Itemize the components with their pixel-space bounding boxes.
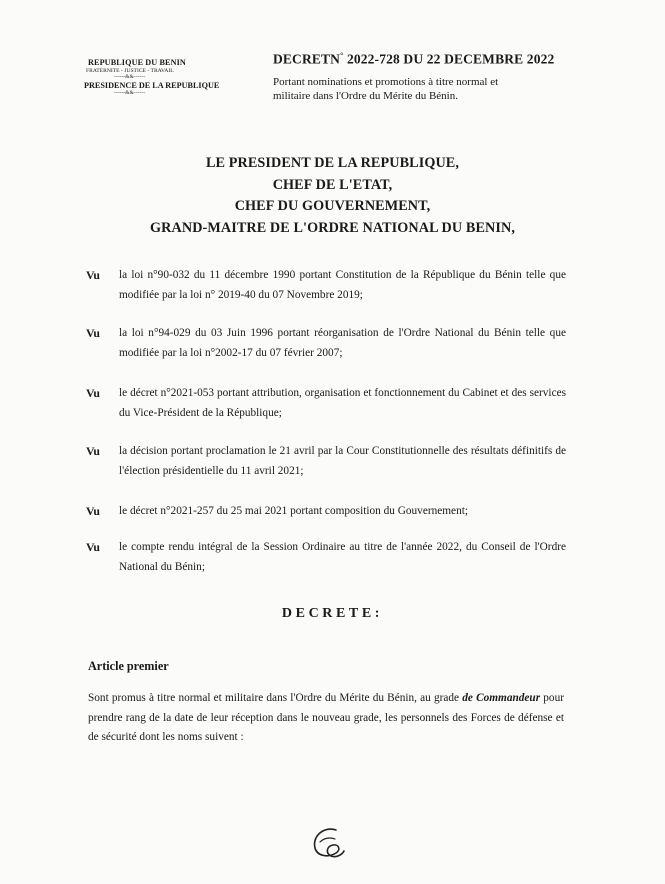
vu-clause-text: la loi n°94-029 du 03 Juin 1996 portant réorganisation de l'Ordre National du Bénin telle que modifiée par la loi n°2002-17 du 07 février 2007; (119, 327, 566, 359)
vu-clause-text: le décret n°2021-257 du 25 mai 2021 portant composition du Gouvernement; (119, 505, 469, 517)
vu-label: Vu (86, 540, 100, 554)
vu-clause-text: la loi n°90-032 du 11 décembre 1990 portant Constitution de la République du Bénin telle que modifiée par la loi n° 2019-40 du 07 Novembre 2019; (119, 269, 566, 301)
heading-line: GRAND-MAITRE DE L'ORDRE NATIONAL DU BENIN, (150, 219, 515, 236)
separator: ------&&------ (114, 74, 146, 80)
vu-clause (86, 324, 566, 363)
heading-line: CHEF DE L'ETAT, (272, 176, 393, 193)
vu-clause (86, 442, 566, 481)
vu-label: Vu (86, 504, 100, 518)
article-body (88, 689, 564, 748)
subject-line: militaire dans l'Ordre du Mérite du Bénin. (273, 89, 458, 102)
article-text: Sont promus à titre normal et militaire dans l'Ordre du Mérite du Bénin, au grade (88, 692, 463, 704)
vu-label: Vu (86, 326, 100, 340)
heading-line: LE PRESIDENT DE LA REPUBLIQUE, (205, 155, 460, 171)
article-grade: de Commandeur (462, 692, 541, 704)
vu-clause (86, 384, 566, 423)
degree-sign: ° (340, 51, 344, 60)
vu-label: Vu (86, 268, 100, 282)
article-text: pour prendre rang de la date de leur réception dans le nouveau grade, les personnels des Forces de défense et de sécurité dont les noms suivent : (88, 692, 564, 743)
republic-name: REPUBLIQUE DU BENIN (88, 58, 186, 67)
heading-line: CHEF DU GOUVERNEMENT, (234, 198, 431, 214)
presidence-name: PRESIDENCE DE LA REPUBLIQUE (84, 81, 220, 90)
vu-clause-text: le décret n°2021-053 portant attribution, organisation et fonctionnement du Cabinet et des services du Vice-Président de la République; (119, 387, 566, 419)
vu-clause (86, 502, 566, 522)
article-title: Article premier (88, 659, 169, 673)
vu-clause (86, 538, 566, 577)
vu-clause (86, 266, 566, 305)
issuer-block (80, 58, 250, 97)
decree-title (273, 51, 603, 68)
separator: ------&&------ (114, 90, 146, 96)
vu-clause-text: la décision portant proclamation le 21 avril par la Cour Constitutionnelle des résultats définitifs de l'élection présidentielle du 11 avril 2021; (119, 445, 566, 477)
vu-label: Vu (86, 444, 100, 458)
decree-subject (273, 75, 603, 103)
subject-line: Portant nominations et promotions à titre normal et (273, 75, 499, 88)
national-motto: FRATERNITE - JUSTICE - TRAVAIL (86, 68, 174, 74)
decree-prefix: DECRETN (273, 51, 341, 67)
decree-header (273, 51, 603, 103)
decree-number-date: 2022-728 DU 22 DECEMBRE 2022 (343, 51, 555, 67)
vu-label: Vu (86, 386, 100, 400)
vu-clause-text: le compte rendu intégral de la Session Ordinaire au titre de l'année 2022, du Conseil de l'Ordre National du Bénin; (119, 541, 566, 573)
president-heading (0, 153, 665, 239)
decrete-heading: DECRETE: (281, 606, 384, 621)
signature-icon (306, 822, 350, 862)
